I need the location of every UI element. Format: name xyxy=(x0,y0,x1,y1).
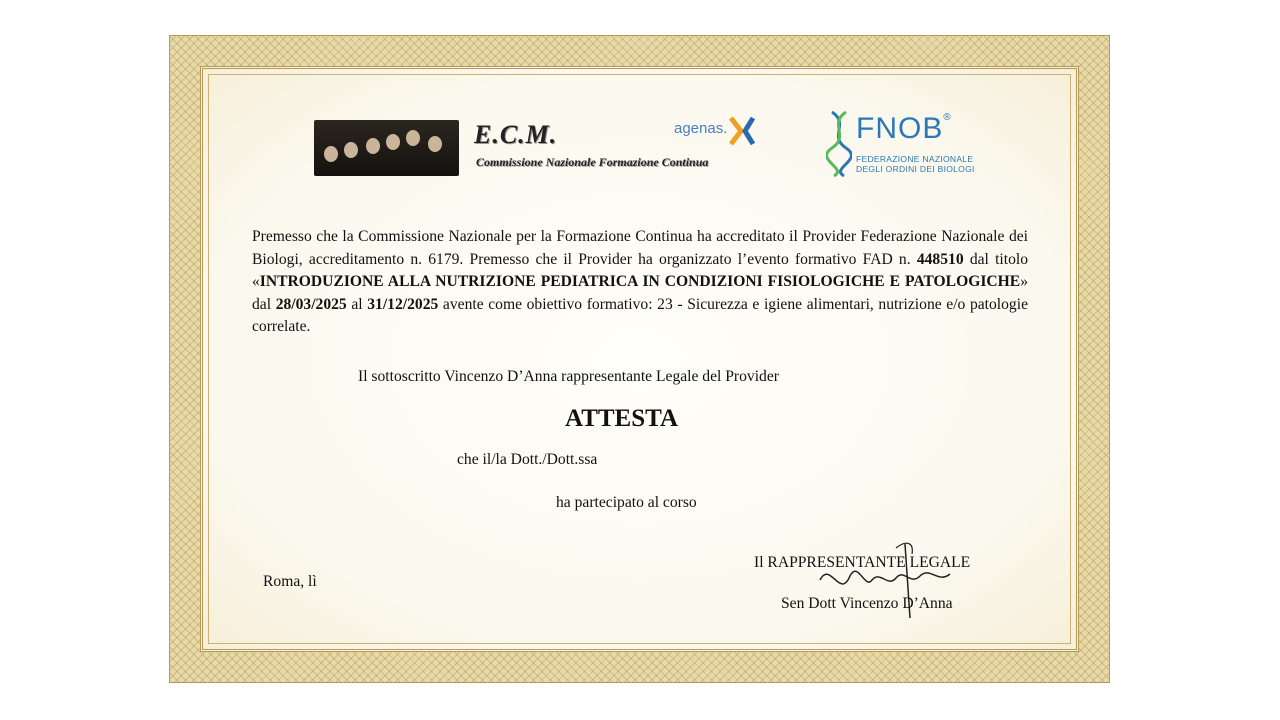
premise-paragraph: Premesso che la Commissione Nazionale per la Formazione Continua ha accreditato il Provider Federazione Nazionale dei Biologi, accreditamento n. 6179. Premesso che il Provider ha organizzato l’evento formativo FAD n. 448510 dal titolo «INTRODUZIONE ALLA NUTRIZIONE PEDIATRICA IN CONDIZIONI FISIOLOGICHE E PATOLOGICHE» dal 28/03/2025 al 31/12/2025 avente come obiettivo formativo: 23 - Sicurezza e igiene alimentari, nutrizione e/o patologie correlate. xyxy=(252,228,1028,335)
date-to: 31/12/2025 xyxy=(367,295,439,313)
ecm-subtitle: Commissione Nazionale Formazione Continua xyxy=(476,155,709,169)
event-title: INTRODUZIONE ALLA NUTRIZIONE PEDIATRICA IN CONDIZIONI FISIOLOGICHE E PATOLOGICHE xyxy=(259,273,1021,290)
fnob-name: FNOB® xyxy=(856,112,952,145)
signer-name: Sen Dott Vincenzo D’Anna xyxy=(781,595,953,612)
recipient-line: che il/la Dott./Dott.ssa xyxy=(457,451,598,468)
undersigned-line: Il sottoscritto Vincenzo D’Anna rappresentante Legale del Provider xyxy=(358,368,779,385)
agenas-mark-icon xyxy=(727,116,761,146)
agenas-logo-text: agenas. xyxy=(674,120,728,137)
ecm-title: E.C.M. xyxy=(474,120,558,149)
date-from: 28/03/2025 xyxy=(275,295,347,313)
fnob-line-2: DEGLI ORDINI DEI BIOLOGI xyxy=(856,164,975,174)
attesta-heading: ATTESTA xyxy=(565,405,679,432)
legal-representative-title: Il RAPPRESENTANTE LEGALE xyxy=(754,554,971,571)
place-date: Roma, lì xyxy=(263,573,317,590)
fnob-helix-icon xyxy=(826,110,852,178)
fnob-line-1: FEDERAZIONE NAZIONALE xyxy=(856,154,974,164)
ecm-painting-logo xyxy=(314,120,459,176)
participation-line: ha partecipato al corso xyxy=(556,494,697,511)
event-number: 448510 xyxy=(916,250,964,268)
